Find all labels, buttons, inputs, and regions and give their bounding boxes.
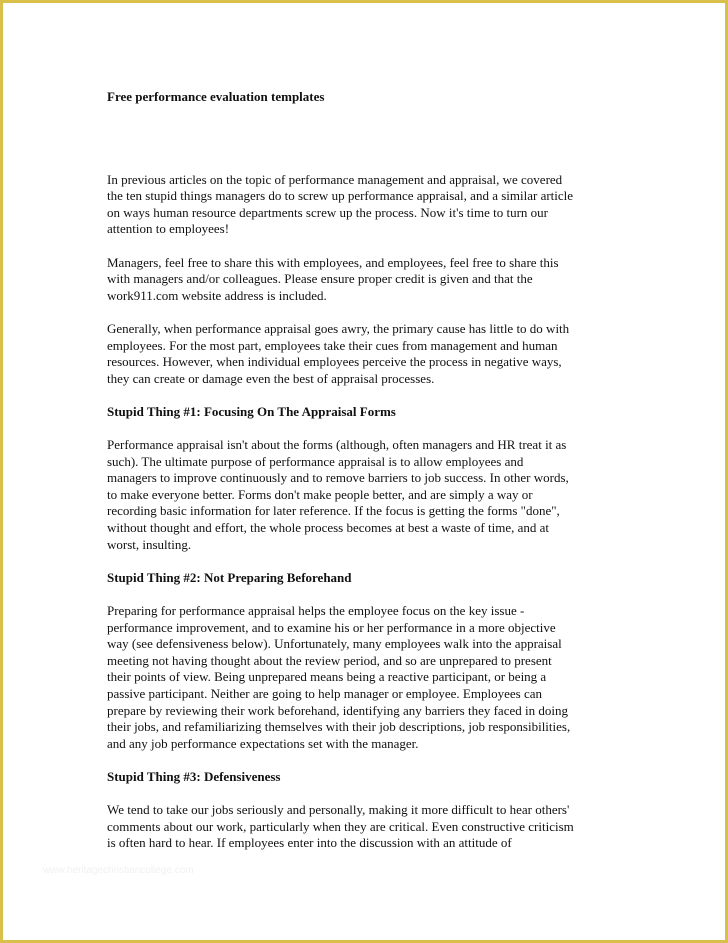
text-line: recording basic information for later reference. If the focus is getting the forms "done", (107, 503, 560, 519)
text-line: comments about our work, particularly when they are critical. Even constructive criticism (107, 818, 574, 834)
intro-paragraph-3 (107, 321, 627, 387)
text-line: meeting not having thought about the review period, and so are unprepared to present (107, 652, 552, 668)
section-heading-2: Stupid Thing #2: Not Preparing Beforehand (107, 569, 352, 585)
text-line: to make everyone better. Forms don't make people better, and are simply a way or (107, 486, 533, 502)
text-line: the ten stupid things managers do to screw up performance appraisal, and a similar article (107, 188, 574, 204)
text-line: their points of view. Being unprepared means being a reactive participant, or being a (107, 669, 547, 685)
text-line: Generally, when performance appraisal goes awry, the primary cause has little to do with (107, 320, 570, 336)
text-line: managers to improve continuously and to remove barriers to job success. In other words, (107, 470, 569, 486)
watermark-text: www.heritagechristiancollege.com (43, 865, 194, 876)
text-line: with managers and/or colleagues. Please ensure proper credit is given and that the (107, 271, 533, 287)
intro-paragraph-2 (107, 255, 627, 305)
section-paragraph-1 (107, 437, 627, 553)
text-line: they can create or damage even the best of appraisal processes. (107, 370, 435, 386)
text-line: employees. For the most part, employees take their cues from management and human (107, 337, 558, 353)
text-line: such). The ultimate purpose of performance appraisal is to allow employees and (107, 453, 524, 469)
title-spacer (107, 106, 627, 172)
section-heading-3: Stupid Thing #3: Defensiveness (107, 768, 281, 784)
text-line: work911.com website address is included. (107, 287, 327, 303)
text-line: attention to employees! (107, 221, 230, 237)
text-line: prepare by reviewing their work beforehand, identifying any barriers they faced in doing (107, 702, 568, 718)
text-line: way (see defensiveness below). Unfortunately, many employees walk into the appraisal (107, 636, 562, 652)
section-paragraph-3 (107, 802, 627, 852)
document-page (3, 3, 725, 940)
text-line: without thought and effort, the whole process becomes at best a waste of time, and at (107, 520, 549, 536)
text-line: In previous articles on the topic of performance management and appraisal, we covered (107, 171, 563, 187)
document-title: Free performance evaluation templates (107, 89, 325, 104)
text-line: Managers, feel free to share this with employees, and employees, feel free to share this (107, 254, 559, 270)
text-line: their jobs, and refamiliarizing themselves with their job descriptions, job responsibilities, (107, 719, 571, 735)
text-line: passive participant. Neither are going to help manager or employee. Employees can (107, 686, 542, 701)
text-line: We tend to take our jobs seriously and personally, making it more difficult to hear others' (107, 802, 570, 818)
section-heading-1: Stupid Thing #1: Focusing On The Appraisal Forms (107, 403, 396, 419)
text-line: is often hard to hear. If employees enter into the discussion with an attitude of (107, 835, 512, 851)
text-line: worst, insulting. (107, 536, 192, 552)
section-paragraph-2 (107, 603, 627, 752)
intro-paragraph-1 (107, 172, 627, 238)
text-line: and any job performance expectations set with the manager. (107, 735, 419, 751)
text-line: resources. However, when individual employees perceive the process in negative ways, (107, 354, 562, 370)
text-line: Preparing for performance appraisal helps the employee focus on the key issue - (107, 603, 525, 619)
text-line: on ways human resource departments screw up the process. Now it's time to turn our (107, 204, 548, 220)
document-body (107, 89, 627, 869)
text-line: Performance appraisal isn't about the forms (although, often managers and HR treat it as (107, 437, 567, 453)
text-line: performance improvement, and to examine his or her performance in a more objective (107, 619, 556, 635)
